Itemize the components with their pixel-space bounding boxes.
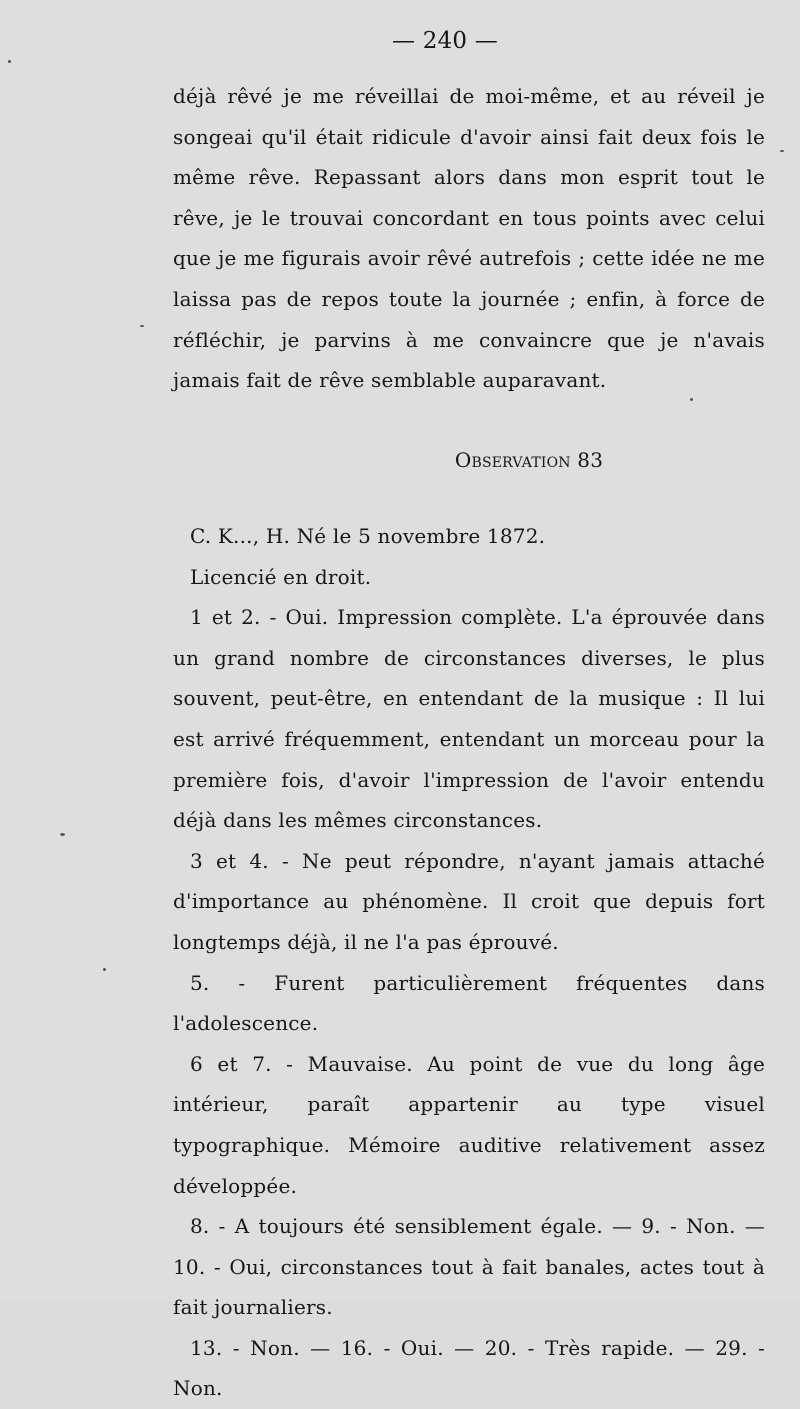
speck <box>780 150 784 152</box>
speck <box>103 968 106 971</box>
observation-heading: Observation 83 <box>454 448 604 472</box>
speck <box>140 325 144 327</box>
answer-paragraph: 8. - A toujours été sensiblement égale. — 9. - Non. — 10. - Oui, circonstances tout à fait banales, actes tout à fait journaliers. <box>173 1214 765 1320</box>
continuation-text-block <box>173 76 765 401</box>
answer-paragraph: 13. - Non. — 16. - Oui. — 20. - Très rapide. — 29. - Non. <box>173 1335 765 1401</box>
speck <box>690 398 693 401</box>
answer-paragraph: 5. - Furent particulièrement fréquentes dans l'adolescence. <box>173 970 765 1036</box>
speck <box>8 60 11 63</box>
answer-paragraph: 6 et 7. - Mauvaise. Au point de vue du long âge intérieur, paraît appartenir au type visuel typographique. Mémoire auditive relativement assez développée. <box>173 1051 765 1198</box>
continuation-paragraph: déjà rêvé je me réveillai de moi-même, et au réveil je songeai qu'il était ridicule d'avoir ainsi fait deux fois le même rêve. Repassant alors dans mon esprit tout le rêve, je le trouvai concordant en tous points avec celui que je me figurais avoir rêvé autrefois ; cette idée ne me laissa pas de repos toute la journée ; enfin, à force de réfléchir, je parvins à me convaincre que je n'avais jamais fait de rêve semblable auparavant. <box>173 84 765 393</box>
subject-line: C. K..., H. Né le 5 novembre 1872. <box>190 524 546 548</box>
speck <box>60 833 65 836</box>
profession-line: Licencié en droit. <box>190 564 372 589</box>
answer-paragraph: 3 et 4. - Ne peut répondre, n'ayant jamais attaché d'importance au phénomène. Il croit que depuis fort longtemps déjà, il ne l'a pas éprouvé. <box>173 848 765 954</box>
answer-paragraph: 1 et 2. - Oui. Impression complète. L'a éprouvée dans un grand nombre de circonstances diverses, le plus souvent, peut-être, en entendant de la musique : Il lui est arrivé fréquemment, entendant un morceau pour la première fois, d'avoir l'impression de l'avoir entendu déjà dans les mêmes circonstances. <box>173 605 765 833</box>
observation-body <box>173 516 765 1409</box>
page-number: — 240 — <box>392 28 498 54</box>
